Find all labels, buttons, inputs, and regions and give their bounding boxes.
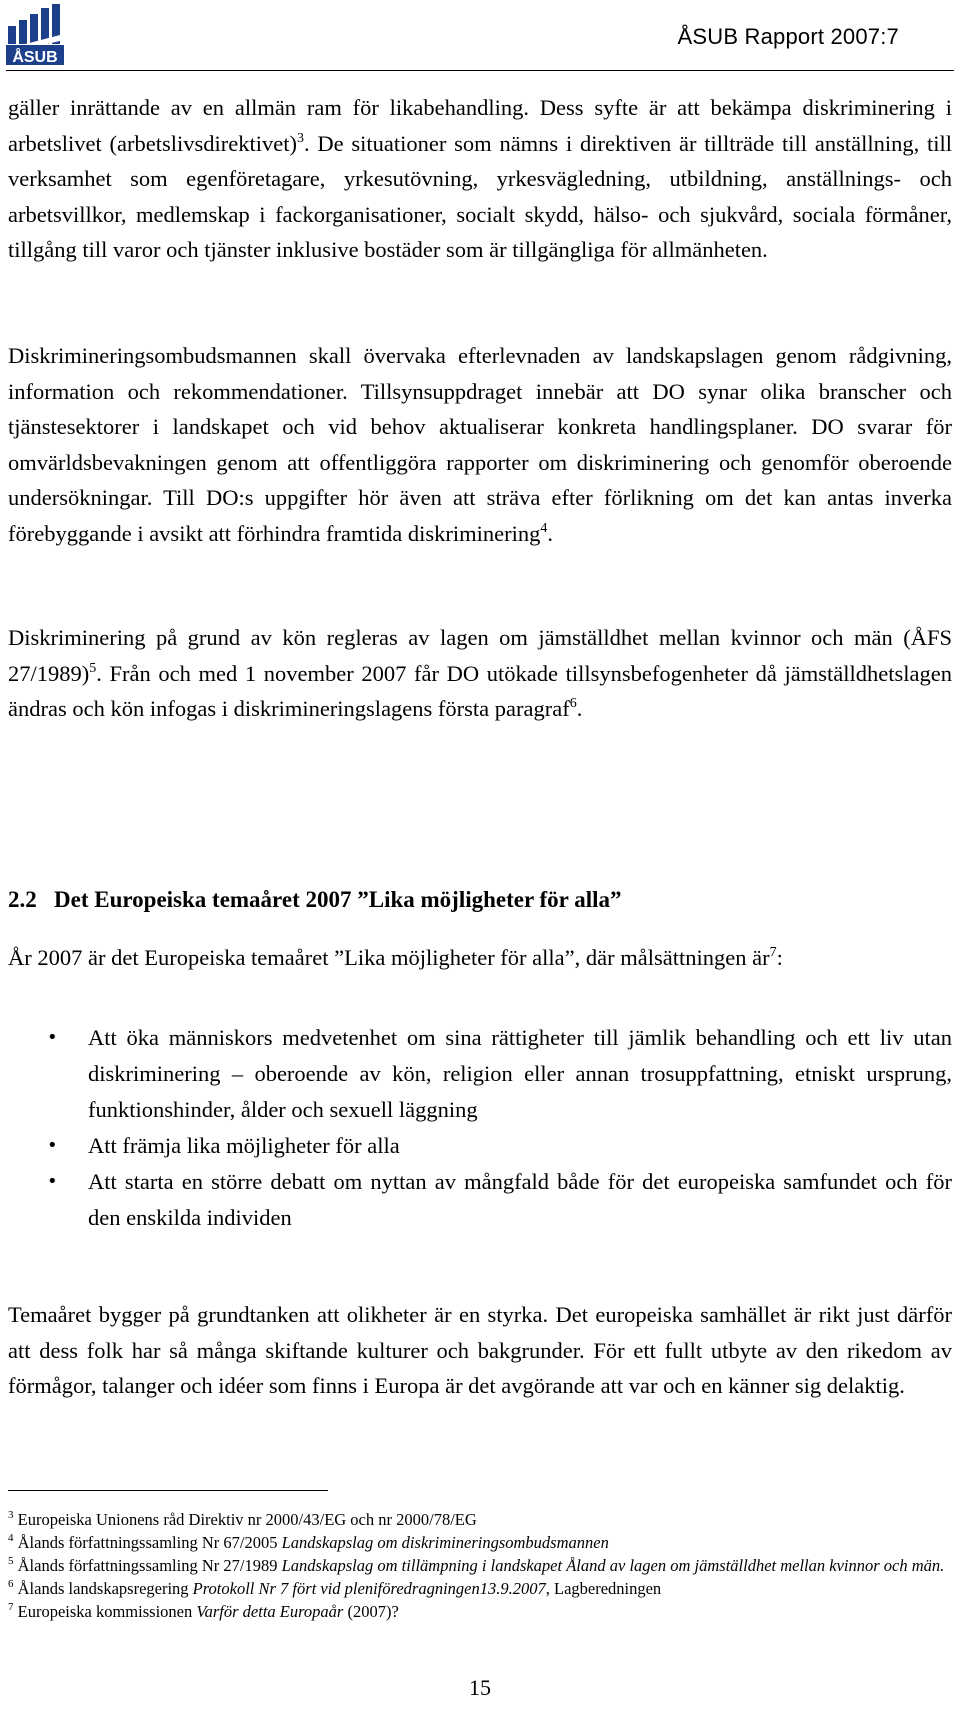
footnote-italic: Landskapslag om tillämpning i landskapet Åland av lagen om jämställdhet mellan kvinnor och män.: [281, 1556, 945, 1575]
footnote-text-after: (2007)?: [343, 1602, 399, 1621]
footnote-text: Ålands författningssamling Nr 67/2005: [17, 1533, 282, 1552]
paragraph-2-text: Diskrimineringsombudsmannen skall övervaka efterlevnaden av landskapslagen genom rådgivning, information och rekommendationer. Tillsynsuppdraget innebär att DO synar olika branscher och tjänstesektorer i landskapet och vid behov aktualiserar konkreta handlingsplaner. DO svarar för omvärldsbevakningen genom att offentliggöra rapporter om diskriminering och genomför oberoende undersökningar. Till DO:s uppgifter hör även att sträva efter förlikning om det kan antas inverka förebyggande i avsikt att förhindra framtida diskriminering: [8, 343, 952, 546]
paragraph-1-text: gäller inrättande av en allmän ram för likabehandling. Dess syfte är att bekämpa diskriminering i arbetslivet (arbetslivsdirektivet): [8, 95, 952, 156]
list-item: [8, 1020, 952, 1128]
footnote-number: 3: [8, 1509, 14, 1521]
footnote-divider: [8, 1490, 328, 1491]
footnote-italic: Landskapslag om diskrimineringsombudsmannen: [281, 1533, 609, 1552]
paragraph-2: [8, 338, 952, 551]
footnote-ref-3[interactable]: 3: [296, 130, 304, 146]
bullet-icon: •: [47, 1027, 58, 1048]
list-item-text: Att starta en större debatt om nyttan av mångfald både för det europeiska samfundet och för den enskilda individen: [88, 1169, 952, 1230]
paragraph-3-text-cont: . Från och med 1 november 2007 får DO utökade tillsynsbefogenheter då jämställdhetslagen ändras och kön infogas i diskrimineringslagens första paragraf: [8, 660, 952, 721]
footnote-text-after: , Lagberedningen: [545, 1579, 662, 1598]
footnote-number: 4: [8, 1532, 14, 1544]
list-item: [8, 1128, 952, 1164]
footnote-text: Europeiska kommissionen: [17, 1602, 197, 1621]
section-number: 2.2: [8, 887, 37, 912]
bullet-icon: •: [47, 1171, 58, 1192]
paragraph-1-text-cont: . De situationer som nämns i direktiven är tillträde till anställning, till verksamhet som egenföretagare, yrkesutövning, yrkesvägledning, utbildning, anställnings- och arbetsvillkor, medlemskap i fackorganisationer, socialt skydd, hälso- och sjukvård, sociala förmåner, tillgång till varor och tjänster inklusive bostäder som är tillgängliga för allmänheten.: [8, 130, 952, 262]
footnote-ref-7[interactable]: 7: [769, 945, 777, 960]
footnote-number: 7: [8, 1601, 14, 1613]
logo-text: ÅSUB: [12, 49, 58, 66]
page-number: 15: [469, 1675, 491, 1700]
goals-list: [8, 1020, 952, 1236]
footnote-3: [8, 1508, 952, 1531]
footnote-number: 6: [8, 1578, 14, 1590]
paragraph-2-end: .: [547, 520, 553, 546]
asub-logo: [6, 4, 64, 66]
footnote-ref-6[interactable]: 6: [569, 696, 577, 711]
list-item-text: Att öka människors medvetenhet om sina rättigheter till jämlik behandling och ett liv utan diskriminering – oberoende av kön, religion eller annan trosuppfattning, etniskt ursprung, funktionshinder, ålder och sexuell läggning: [88, 1025, 952, 1122]
report-title: ÅSUB Rapport 2007:7: [677, 24, 899, 49]
section-title: Det Europeiska temaåret 2007 ”Lika möjligheter för alla”: [54, 887, 622, 912]
footnote-text: Ålands författningssamling Nr 27/1989: [17, 1556, 282, 1575]
footnote-ref-5[interactable]: 5: [89, 660, 97, 676]
bullet-icon: •: [47, 1135, 58, 1156]
footnote-number: 5: [8, 1555, 14, 1567]
footnote-6: [8, 1577, 952, 1600]
paragraph-4-text: År 2007 är det Europeiska temaåret ”Lika möjligheter för alla”, där målsättningen är: [8, 945, 770, 970]
footnote-4: [8, 1531, 952, 1554]
page-header: [6, 4, 954, 72]
paragraph-4-end: :: [776, 945, 783, 970]
paragraph-5: [8, 1297, 952, 1404]
paragraph-3-text: Diskriminering på grund av kön regleras av lagen om jämställdhet mellan kvinnor och män (ÅFS 27/1989): [8, 625, 952, 686]
list-item: [8, 1164, 952, 1236]
footnote-5: [8, 1554, 952, 1577]
list-item-text: Att främja lika möjligheter för alla: [88, 1133, 400, 1158]
footnote-italic: Protokoll Nr 7 fört vid pleniföredragningen13.9.2007: [192, 1579, 546, 1598]
footnote-italic: Varför detta Europaår: [196, 1602, 344, 1621]
footnote-ref-4[interactable]: 4: [540, 520, 548, 536]
section-heading: [8, 887, 622, 913]
paragraph-3-end: .: [576, 696, 583, 721]
paragraph-5-text: Temaåret bygger på grundtanken att olikheter är en styrka. Det europeiska samhället är rikt just därför att dess folk har så många skiftande kulturer och bakgrunder. För ett fullt utbyte av den rikedom av förmågor, talanger och idéer som finns i Europa är det avgörande att var och en känner sig delaktig.: [8, 1302, 952, 1398]
header-divider: [6, 70, 954, 71]
footnote-text: Ålands landskapsregering: [17, 1579, 193, 1598]
paragraph-1: [8, 90, 952, 268]
footnotes: [8, 1508, 952, 1623]
footnote-text: Europeiska Unionens råd Direktiv nr 2000/43/EG och nr 2000/78/EG: [17, 1510, 477, 1529]
paragraph-3: [8, 620, 952, 727]
paragraph-4: [8, 940, 952, 976]
footnote-7: [8, 1600, 952, 1623]
